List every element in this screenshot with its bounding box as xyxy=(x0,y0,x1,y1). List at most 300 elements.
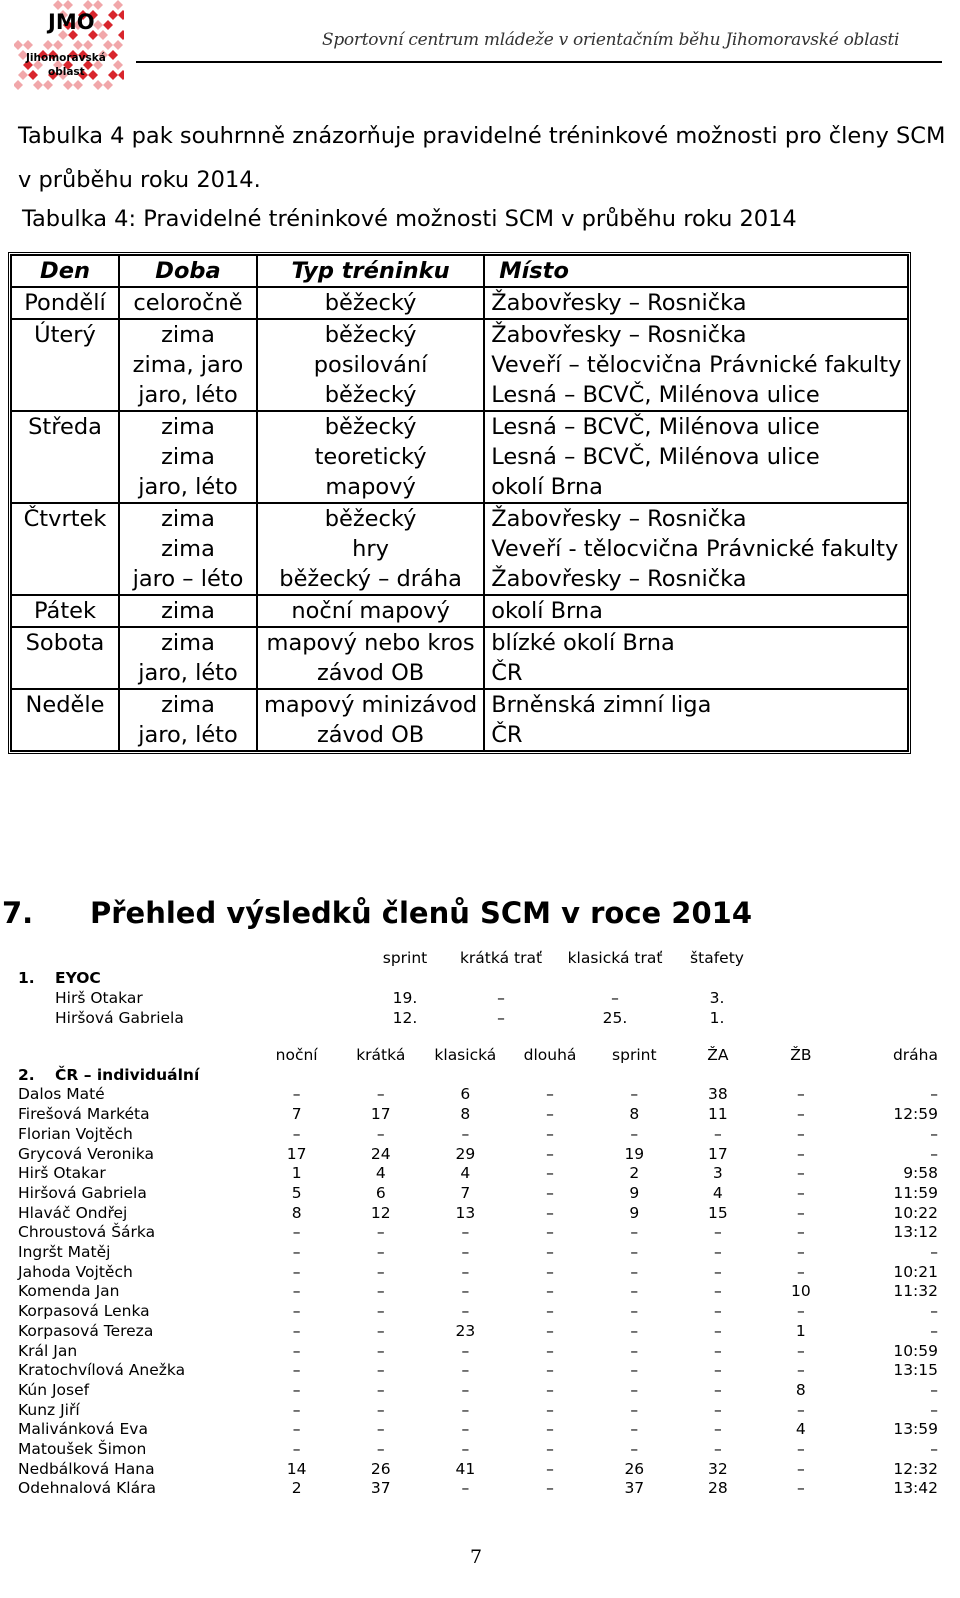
cr-value: – xyxy=(713,1321,722,1340)
cr-value: – xyxy=(796,1183,805,1202)
training-place xyxy=(484,319,908,411)
cr-row xyxy=(18,1184,938,1204)
cr-value: – xyxy=(630,1440,639,1459)
training-day: Neděle xyxy=(11,689,119,751)
training-type xyxy=(257,595,484,627)
eyoc-row xyxy=(18,1008,767,1028)
cr-col-dlouha: dlouhá xyxy=(523,1046,577,1064)
training-type-line: běžecký xyxy=(324,322,417,348)
cr-value: – xyxy=(930,1243,938,1262)
cr-row xyxy=(18,1302,938,1322)
cr-name: Korpasová Lenka xyxy=(18,1302,150,1321)
logo-diamond xyxy=(103,40,113,50)
cr-value: – xyxy=(796,1144,805,1163)
eyoc-value: 19. xyxy=(392,989,418,1007)
cr-value: 10:22 xyxy=(893,1203,938,1222)
cr-name: Jahoda Vojtěch xyxy=(18,1262,133,1281)
cr-value: 23 xyxy=(455,1321,476,1340)
logo-diamond xyxy=(33,80,43,90)
logo-diamond xyxy=(103,20,113,30)
cr-value: – xyxy=(930,1380,938,1399)
cr-name: Kratochvílová Anežka xyxy=(18,1361,186,1380)
training-place-line: blízké okolí Brna xyxy=(491,630,675,656)
cr-value: – xyxy=(376,1341,385,1360)
cr-value: – xyxy=(630,1380,639,1399)
cr-value: – xyxy=(376,1440,385,1459)
training-period-line: zima xyxy=(161,322,215,348)
cr-value: – xyxy=(630,1302,639,1321)
training-day: Sobota xyxy=(11,627,119,689)
cr-value: – xyxy=(461,1282,470,1301)
training-type-line: běžecký xyxy=(324,414,417,440)
cr-value: 4 xyxy=(712,1183,723,1202)
cr-value: – xyxy=(713,1223,722,1242)
cr-value: 6 xyxy=(375,1183,386,1202)
cr-value: 8 xyxy=(460,1105,471,1124)
cr-value: – xyxy=(630,1400,639,1419)
training-type-line: hry xyxy=(352,536,389,562)
cr-value: – xyxy=(376,1420,385,1439)
training-period xyxy=(119,627,257,689)
cr-value: – xyxy=(292,1400,301,1419)
jmo-logo xyxy=(14,0,124,92)
cr-value: – xyxy=(546,1440,554,1459)
cr-value: – xyxy=(461,1243,470,1262)
training-place-line: okolí Brna xyxy=(491,598,603,624)
cr-name: Grycová Veronika xyxy=(18,1144,154,1163)
training-type-line: noční mapový xyxy=(291,598,450,624)
eyoc-label-number: 1. xyxy=(18,969,35,987)
cr-value: – xyxy=(546,1203,554,1222)
cr-value: – xyxy=(292,1243,301,1262)
cr-results-table xyxy=(18,1046,938,1499)
cr-col-draha: dráha xyxy=(892,1046,938,1064)
training-place-line: Žabovřesky – Rosnička xyxy=(491,322,747,348)
cr-value: – xyxy=(713,1380,722,1399)
cr-value: 37 xyxy=(370,1479,391,1498)
eyoc-label: EYOC xyxy=(55,969,101,987)
cr-value: 11:59 xyxy=(893,1183,938,1202)
logo-diamond xyxy=(93,80,103,90)
logo-diamond xyxy=(118,30,124,40)
eyoc-name: Hiršová Gabriela xyxy=(55,1009,184,1027)
training-row xyxy=(11,627,908,689)
cr-value: 9:58 xyxy=(903,1164,938,1183)
logo-diamond xyxy=(108,50,118,60)
cr-row xyxy=(18,1145,938,1165)
cr-row xyxy=(18,1479,938,1499)
cr-value: – xyxy=(930,1321,938,1340)
logo-diamond xyxy=(63,0,73,10)
logo-diamond xyxy=(53,40,63,50)
cr-value: – xyxy=(796,1262,805,1281)
cr-value: 13 xyxy=(455,1203,476,1222)
eyoc-value: 1. xyxy=(709,1009,725,1027)
cr-value: – xyxy=(713,1400,722,1419)
cr-value: – xyxy=(796,1479,805,1498)
cr-value: – xyxy=(796,1341,805,1360)
cr-value: – xyxy=(376,1085,385,1104)
cr-row xyxy=(18,1420,938,1440)
cr-name: Hiršová Gabriela xyxy=(18,1183,147,1202)
cr-value: – xyxy=(546,1361,554,1380)
cr-value: – xyxy=(796,1164,805,1183)
logo-subtitle-2: oblast xyxy=(48,66,85,78)
cr-value: 12 xyxy=(370,1203,391,1222)
cr-value: – xyxy=(546,1243,554,1262)
training-row xyxy=(11,287,908,319)
training-type xyxy=(257,689,484,751)
training-type-line: závod OB xyxy=(316,722,425,748)
training-period-line: zima xyxy=(161,692,215,718)
training-place xyxy=(484,503,908,595)
cr-value: – xyxy=(292,1341,301,1360)
training-row xyxy=(11,319,908,411)
training-place-line: ČR xyxy=(491,722,523,748)
cr-value: – xyxy=(630,1124,639,1143)
cr-value: – xyxy=(292,1380,301,1399)
cr-value: – xyxy=(546,1164,554,1183)
cr-value: 10 xyxy=(791,1282,811,1301)
cr-name: Král Jan xyxy=(18,1341,78,1360)
training-period-line: jaro, léto xyxy=(138,382,238,408)
training-type xyxy=(257,503,484,595)
header-doba: Doba xyxy=(119,255,257,287)
cr-value: – xyxy=(630,1282,639,1301)
cr-name: Dalos Maté xyxy=(18,1085,105,1104)
cr-value: – xyxy=(292,1302,301,1321)
cr-row xyxy=(18,1085,938,1105)
cr-name: Odehnalová Klára xyxy=(18,1479,156,1498)
cr-value: 7 xyxy=(460,1183,471,1202)
cr-row xyxy=(18,1460,938,1480)
cr-value: 10:59 xyxy=(893,1341,938,1360)
cr-value: – xyxy=(461,1479,470,1498)
cr-value: – xyxy=(713,1262,722,1281)
training-type xyxy=(257,627,484,689)
cr-row xyxy=(18,1381,938,1401)
training-period xyxy=(119,595,257,627)
cr-value: 8 xyxy=(291,1203,302,1222)
cr-name: Korpasová Tereza xyxy=(18,1321,154,1340)
cr-row xyxy=(18,1342,938,1362)
cr-value: – xyxy=(461,1341,470,1360)
cr-value: 12:59 xyxy=(893,1105,938,1124)
cr-value: – xyxy=(292,1282,301,1301)
training-type-line: mapový minizávod xyxy=(264,692,478,718)
cr-value: – xyxy=(546,1459,554,1478)
training-place xyxy=(484,411,908,503)
logo-diamond xyxy=(63,80,73,90)
cr-value: 7 xyxy=(291,1105,302,1124)
cr-name: Hirš Otakar xyxy=(18,1164,106,1183)
eyoc-value: – xyxy=(497,1009,505,1027)
cr-value: – xyxy=(546,1282,554,1301)
cr-col-nocni: noční xyxy=(275,1046,318,1064)
cr-value: 4 xyxy=(375,1164,386,1183)
cr-value: 29 xyxy=(455,1144,476,1163)
training-type-line: závod OB xyxy=(316,660,425,686)
section-number: 7. xyxy=(2,896,34,930)
training-day: Úterý xyxy=(11,319,119,411)
cr-value: – xyxy=(546,1380,554,1399)
section-heading xyxy=(2,896,752,930)
cr-header-row xyxy=(18,1046,938,1066)
cr-value: 24 xyxy=(370,1144,391,1163)
cr-row xyxy=(18,1223,938,1243)
training-place-line: Lesná – BCVČ, Milénova ulice xyxy=(491,414,820,440)
cr-value: 13:42 xyxy=(893,1479,938,1498)
cr-row xyxy=(18,1243,938,1263)
training-period xyxy=(119,319,257,411)
cr-value: – xyxy=(546,1124,554,1143)
cr-value: – xyxy=(630,1243,639,1262)
cr-col-kratka: krátká xyxy=(356,1046,406,1064)
cr-value: – xyxy=(546,1302,554,1321)
logo-diamond xyxy=(113,40,123,50)
cr-value: – xyxy=(461,1223,470,1242)
logo-diamond xyxy=(93,0,103,10)
training-period-line: jaro, léto xyxy=(138,660,238,686)
cr-value: 9 xyxy=(629,1203,640,1222)
cr-value: 15 xyxy=(707,1203,728,1222)
cr-value: 13:15 xyxy=(893,1361,938,1380)
cr-value: – xyxy=(546,1321,554,1340)
training-period-line: zima xyxy=(161,414,215,440)
training-type xyxy=(257,287,484,319)
cr-col-sprint: sprint xyxy=(612,1046,657,1064)
cr-value: 3 xyxy=(712,1164,723,1183)
cr-value: – xyxy=(930,1302,938,1321)
cr-value: 41 xyxy=(455,1459,476,1478)
cr-value: – xyxy=(630,1361,639,1380)
cr-value: 9 xyxy=(629,1183,640,1202)
cr-value: – xyxy=(930,1144,938,1163)
logo-diamond xyxy=(108,10,118,20)
cr-value: 13:59 xyxy=(893,1420,938,1439)
cr-value: – xyxy=(796,1203,805,1222)
cr-value: – xyxy=(713,1243,722,1262)
cr-value: 26 xyxy=(370,1459,391,1478)
training-place xyxy=(484,595,908,627)
cr-value: – xyxy=(713,1302,722,1321)
cr-name: Komenda Jan xyxy=(18,1282,120,1301)
cr-value: – xyxy=(796,1105,805,1124)
eyoc-col-sprint: sprint xyxy=(382,949,428,967)
cr-value: – xyxy=(292,1085,301,1104)
cr-value: 1 xyxy=(291,1164,302,1183)
header-divider xyxy=(136,61,942,63)
cr-value: – xyxy=(796,1243,805,1262)
cr-value: – xyxy=(461,1262,470,1281)
cr-name: Chroustová Šárka xyxy=(18,1223,156,1242)
cr-value: – xyxy=(376,1380,385,1399)
cr-value: – xyxy=(713,1282,722,1301)
cr-value: 4 xyxy=(460,1164,471,1183)
cr-value: 6 xyxy=(460,1085,471,1104)
eyoc-header-row xyxy=(18,948,767,968)
cr-value: 11 xyxy=(707,1105,728,1124)
training-place xyxy=(484,689,908,751)
training-type-line: teoretický xyxy=(314,444,427,470)
cr-value: – xyxy=(930,1085,938,1104)
logo-diamond xyxy=(73,40,83,50)
training-place-line: Brněnská zimní liga xyxy=(491,692,712,718)
logo-diamond xyxy=(14,40,23,50)
intro-paragraph: Tabulka 4 pak souhrnně znázorňuje pravidelné tréninkové možnosti pro členy SCM v průběhu roku 2014. xyxy=(18,123,946,193)
cr-value: 17 xyxy=(707,1144,728,1163)
training-place-line: Žabovřesky – Rosnička xyxy=(491,566,747,592)
training-type xyxy=(257,319,484,411)
cr-value: 8 xyxy=(629,1105,640,1124)
cr-row xyxy=(18,1440,938,1460)
cr-value: – xyxy=(713,1440,722,1459)
cr-col-klasicka: klasická xyxy=(434,1046,497,1064)
logo-diamond xyxy=(83,40,93,50)
training-type-line: mapový nebo kros xyxy=(266,630,475,656)
training-type-line: běžecký xyxy=(324,506,417,532)
cr-value: – xyxy=(630,1321,639,1340)
cr-value: – xyxy=(546,1479,554,1498)
cr-value: – xyxy=(546,1223,554,1242)
logo-diamond xyxy=(28,70,38,80)
cr-value: – xyxy=(796,1459,805,1478)
training-row xyxy=(11,411,908,503)
training-period-line: zima xyxy=(161,598,215,624)
cr-value: 32 xyxy=(707,1459,728,1478)
logo-text: JMO xyxy=(48,10,95,34)
logo-diamond xyxy=(103,80,113,90)
cr-value: – xyxy=(546,1341,554,1360)
cr-row xyxy=(18,1361,938,1381)
cr-value: 1 xyxy=(795,1321,806,1340)
training-place-line: ČR xyxy=(491,660,523,686)
cr-row xyxy=(18,1401,938,1421)
cr-value: 17 xyxy=(370,1105,391,1124)
eyoc-value: 25. xyxy=(602,1009,628,1027)
cr-value: – xyxy=(630,1085,639,1104)
logo-diamond xyxy=(14,80,23,90)
training-place-line: Veveří – tělocvična Právnické fakulty xyxy=(491,352,902,378)
training-period-line: jaro, léto xyxy=(138,722,238,748)
logo-diamond xyxy=(18,70,28,80)
eyoc-results-table xyxy=(18,948,767,1028)
logo-subtitle-1: Jihomoravská xyxy=(26,52,106,64)
cr-value: 11:32 xyxy=(893,1282,938,1301)
cr-name: Kunz Jiří xyxy=(18,1400,80,1419)
cr-value: 10:21 xyxy=(893,1262,938,1281)
training-day: Čtvrtek xyxy=(11,503,119,595)
cr-value: 5 xyxy=(291,1183,302,1202)
cr-value: – xyxy=(713,1124,722,1143)
training-row xyxy=(11,689,908,751)
training-place-line: Veveří - tělocvična Právnické fakulty xyxy=(491,536,899,562)
cr-value: 38 xyxy=(707,1085,728,1104)
cr-value: – xyxy=(930,1400,938,1419)
training-period-line: jaro, léto xyxy=(138,474,238,500)
logo-diamond xyxy=(113,60,123,70)
eyoc-value: – xyxy=(497,989,505,1007)
eyoc-col-klasicka: klasická trať xyxy=(567,949,663,967)
eyoc-value: 12. xyxy=(392,1009,418,1027)
cr-name: Matoušek Šimon xyxy=(18,1440,147,1459)
cr-label-number: 2. xyxy=(18,1065,35,1084)
training-period-line: zima xyxy=(161,536,215,562)
cr-value: – xyxy=(546,1400,554,1419)
training-type-line: běžecký – dráha xyxy=(279,566,462,592)
eyoc-col-stafety: štafety xyxy=(690,949,744,967)
cr-value: – xyxy=(376,1400,385,1419)
cr-value: – xyxy=(796,1124,805,1143)
header-den: Den xyxy=(11,255,119,287)
cr-value: – xyxy=(461,1380,470,1399)
cr-name: Malivánková Eva xyxy=(18,1420,148,1439)
cr-value: – xyxy=(292,1361,301,1380)
section-title: Přehled výsledků členů SCM v roce 2014 xyxy=(90,896,753,930)
cr-value: 13:12 xyxy=(893,1223,938,1242)
training-place-line: Žabovřesky – Rosnička xyxy=(491,290,747,316)
cr-value: – xyxy=(292,1440,301,1459)
training-type-line: posilování xyxy=(313,352,428,378)
training-place-line: okolí Brna xyxy=(491,474,603,500)
logo-diamond xyxy=(88,70,98,80)
cr-row xyxy=(18,1263,938,1283)
cr-name: Kún Josef xyxy=(18,1380,90,1399)
logo-diamond xyxy=(118,70,124,80)
cr-value: – xyxy=(930,1124,938,1143)
training-row xyxy=(11,503,908,595)
cr-value: – xyxy=(376,1361,385,1380)
cr-value: 2 xyxy=(629,1164,640,1183)
cr-col-za: ŽA xyxy=(707,1046,729,1064)
cr-value: – xyxy=(630,1341,639,1360)
cr-value: – xyxy=(546,1105,554,1124)
cr-value: – xyxy=(376,1223,385,1242)
logo-diamond xyxy=(118,10,124,20)
training-day: Pondělí xyxy=(11,287,119,319)
cr-name: Ingršt Matěj xyxy=(18,1243,111,1262)
training-type-line: běžecký xyxy=(324,290,417,316)
training-period xyxy=(119,503,257,595)
cr-value: – xyxy=(292,1124,301,1143)
cr-value: – xyxy=(546,1085,554,1104)
eyoc-value: – xyxy=(611,989,619,1007)
cr-value: – xyxy=(461,1420,470,1439)
cr-value: – xyxy=(292,1262,301,1281)
training-day: Středa xyxy=(11,411,119,503)
eyoc-col-kratka: krátká trať xyxy=(459,949,543,967)
cr-row xyxy=(18,1164,938,1184)
cr-value: 12:32 xyxy=(893,1459,938,1478)
cr-name: Hlaváč Ondřej xyxy=(18,1203,128,1222)
cr-value: – xyxy=(461,1302,470,1321)
cr-value: – xyxy=(461,1124,470,1143)
cr-value: – xyxy=(376,1243,385,1262)
cr-value: – xyxy=(546,1262,554,1281)
table-caption: Tabulka 4: Pravidelné tréninkové možnosti SCM v průběhu roku 2014 xyxy=(22,206,797,232)
cr-row xyxy=(18,1105,938,1125)
cr-value: – xyxy=(461,1400,470,1419)
cr-value: – xyxy=(292,1420,301,1439)
training-period-line: celoročně xyxy=(133,290,243,316)
training-row xyxy=(11,595,908,627)
training-type xyxy=(257,411,484,503)
cr-value: 14 xyxy=(286,1459,307,1478)
eyoc-value: 3. xyxy=(709,989,725,1007)
cr-value: 17 xyxy=(286,1144,307,1163)
training-period-line: jaro – léto xyxy=(132,566,244,592)
eyoc-row xyxy=(18,988,767,1008)
